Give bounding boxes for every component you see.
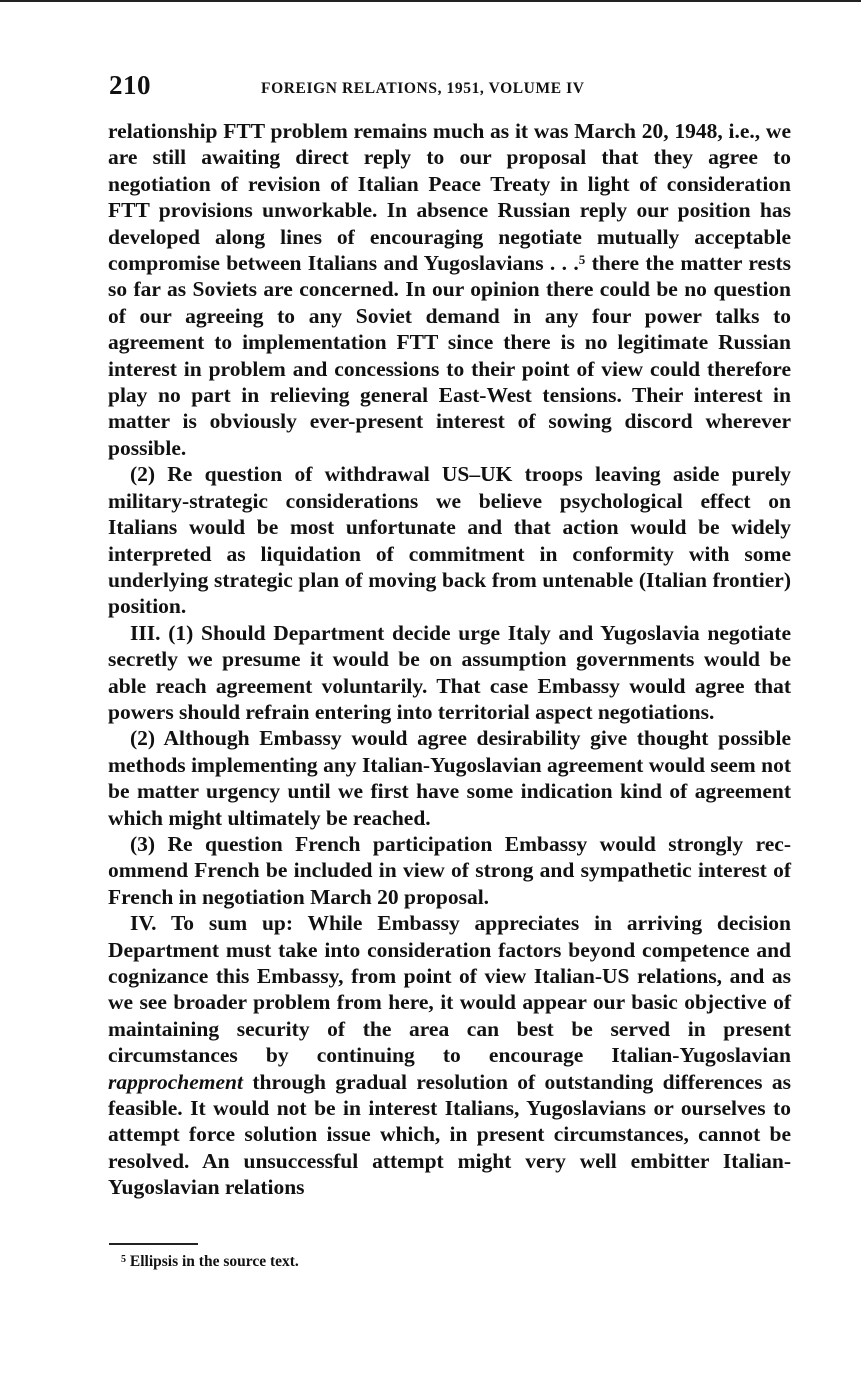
top-border-rule (0, 0, 861, 2)
page-number: 210 (109, 70, 151, 100)
paragraph-section-iii-3: (3) Re question French participation Embassy would strongly recommend French be included in view of strong and sympathetic interest of French in negotiation March 20 proposal. (108, 831, 791, 909)
paragraph-section-iii-2: (2) Although Embassy would agree desirability give thought possible methods implementing any Italian-Yugoslavian agreement would seem not be matter urgency until we first have some indication kind of agreement which might ultimately be reached. (108, 726, 791, 830)
paragraph-text: through gradual resolution of outstanding differences as feasible. It would not be in interest Italians, Yugoslavians or ourselves to attempt force solution issue which, in present circumstances, cannot be resolved. An unsuccessful attempt might very well embitter Italian-Yugoslavian relations (108, 1069, 791, 1200)
body-text (108, 118, 791, 1201)
paragraph-text: relationship FTT problem remains much as it was March 20, 1948, i.e., we are still awaiting direct reply to our proposal that they agree to negotiation of revision of Italian Peace Treaty in light of consideration FTT provisions unworkable. In absence Russian reply our position has developed along lines of encouraging negotiate mutually acceptable compromise between Italians and Yugoslavians . . . (108, 119, 791, 276)
footnote-text: Ellipsis in the source text. (126, 1253, 299, 1270)
italic-term: rapprochement (108, 1069, 243, 1094)
paragraph-text: there the matter rests so far as Soviets are concerned. In our opinion there could be no question of our agreeing to any Soviet demand in any four power talks to agreement to implementation FTT since there is no legitimate Russian interest in problem and concessions to their point of view could therefore play no part in relieving general East-West tensions. Their interest in matter is obviously ever-present interest of sowing discord wherever possible. (108, 251, 791, 460)
footnote-divider (109, 1243, 198, 1245)
paragraph-text: IV. To sum up: While Embassy appreciates in arriving decision Department must take into consideration factors beyond competence and cognizance this Embassy, from point of view Italian-US relations, and as we see broader problem from here, it would appear our basic objective of maintaining security of the area can best be served in present circumstances by continuing to encourage Italian-Yugoslavian (108, 911, 791, 1068)
running-head: FOREIGN RELATIONS, 1951, VOLUME IV (261, 80, 585, 97)
paragraph-section-iv (108, 910, 791, 1200)
footnote-reference: 5 (578, 252, 586, 268)
paragraph-continuation (108, 118, 791, 461)
footnote-marker: 5 (121, 1254, 126, 1265)
paragraph-section-iii-1: III. (1) Should Department decide urge Italy and Yugoslavia negotiate secretly we presume it would be on assumption governments would be able reach agreement voluntarily. That case Embassy would agree that powers should refrain entering into territorial aspect negotiations. (108, 620, 791, 724)
paragraph-withdrawal: (2) Re question of withdrawal US–UK troops leaving aside purely military-strategic considerations we believe psychological effect on Italians would be most unfortunate and that action would be widely interpreted as liquidation of commitment in conformity with some underlying strategic plan of moving back from untenable (Italian frontier) position. (108, 462, 791, 619)
footnote (121, 1253, 299, 1271)
page-header (109, 70, 791, 106)
